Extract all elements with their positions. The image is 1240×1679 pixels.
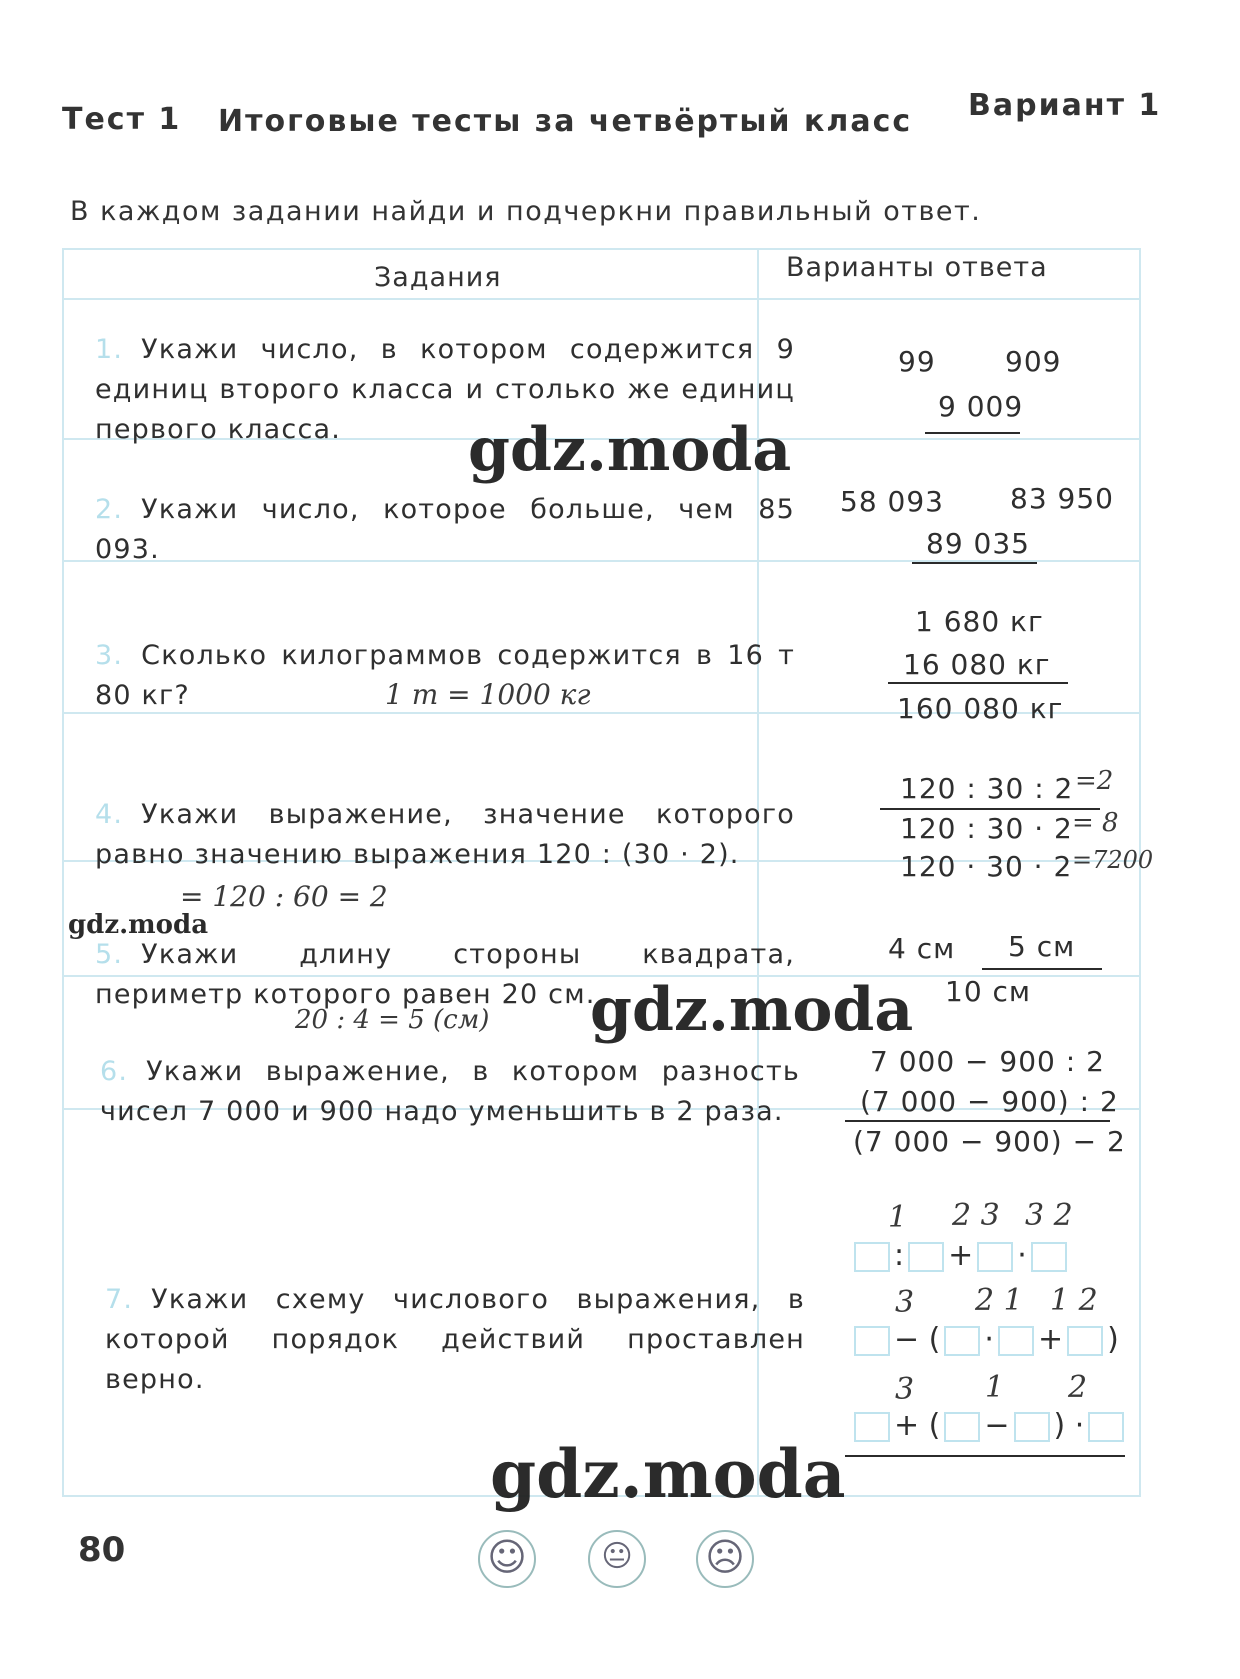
answer-underline: [912, 562, 1037, 564]
answer-option-underlined[interactable]: (7 000 − 900) : 2: [860, 1085, 1119, 1118]
order-number-corrected: 1 2: [1050, 1283, 1098, 1318]
operator: +: [948, 1238, 974, 1273]
handwritten-solution: = 120 : 60 = 2: [180, 880, 388, 913]
column-header-tasks: Задания: [374, 262, 502, 293]
test-label: Тест 1: [62, 102, 182, 137]
handwritten-solution: 20 : 4 = 5 (см): [295, 1005, 490, 1035]
number-box: [1031, 1242, 1067, 1272]
answer-underline: [925, 432, 1020, 434]
face-glyph: ☺: [487, 1535, 527, 1579]
operator: :: [894, 1238, 905, 1273]
answer-option[interactable]: 4 см: [888, 932, 956, 965]
expression-schema-2[interactable]: [850, 1322, 1119, 1357]
task-text: Сколько килограммов содержится в 16 т 80 кг?: [95, 640, 795, 711]
operator: ) ·: [1053, 1408, 1085, 1443]
task-text: Укажи число, которое больше, чем 85 093.: [95, 494, 795, 565]
answer-option[interactable]: 909: [1005, 345, 1062, 378]
operator: ·: [984, 1322, 994, 1357]
answer-underline: [880, 808, 1100, 810]
handwritten-note: =7200: [1072, 846, 1154, 874]
instruction: В каждом задании найди и подчеркни правильный ответ.: [70, 196, 982, 227]
task-number: 1.: [95, 334, 124, 365]
answer-option[interactable]: 1 680 кг: [915, 605, 1044, 638]
answer-option[interactable]: 120 · 30 · 2: [900, 850, 1073, 883]
smiley-neutral-icon[interactable]: [588, 1530, 646, 1588]
answer-option-underlined[interactable]: 9 009: [938, 390, 1024, 423]
smiley-happy-icon[interactable]: [478, 1530, 536, 1588]
answer-option[interactable]: 99: [898, 345, 936, 378]
task-number: 5.: [95, 939, 124, 970]
order-number: 2: [1068, 1370, 1088, 1405]
answer-option[interactable]: 58 093: [840, 485, 944, 518]
handwritten-note: =2: [1075, 766, 1114, 796]
number-box: [854, 1412, 890, 1442]
task-number: 4.: [95, 799, 124, 830]
task-4: [95, 795, 795, 875]
answer-underline: [845, 1455, 1125, 1457]
number-box: [854, 1242, 890, 1272]
answer-option[interactable]: (7 000 − 900) − 2: [853, 1125, 1126, 1158]
task-text: Укажи выражение, значение которого равно значению выражения 120 : (30 · 2).: [95, 799, 795, 870]
expression-schema-1[interactable]: [850, 1238, 1071, 1273]
answer-option[interactable]: 83 950: [1010, 482, 1114, 515]
answer-underline: [845, 1120, 1110, 1122]
operator: + (: [894, 1408, 941, 1443]
operator: − (: [894, 1322, 941, 1357]
answer-option-underlined[interactable]: 89 035: [926, 527, 1030, 560]
number-box: [1014, 1412, 1050, 1442]
number-box: [944, 1326, 980, 1356]
order-number: 1: [985, 1370, 1005, 1405]
operator: +: [1037, 1322, 1064, 1357]
number-box: [1067, 1326, 1103, 1356]
operator: ·: [1017, 1238, 1027, 1273]
smiley-sad-icon[interactable]: [696, 1530, 754, 1588]
task-2: [95, 490, 795, 570]
order-number-corrected: 2 3: [952, 1198, 1000, 1233]
order-number: 3: [895, 1285, 915, 1320]
page-title: Итоговые тесты за четвёртый класс: [218, 104, 913, 139]
number-box: [944, 1412, 980, 1442]
task-number: 7.: [105, 1284, 134, 1315]
task-text: Укажи выражение, в котором разность чисел 7 000 и 900 надо уменьшить в 2 раза.: [100, 1056, 800, 1127]
number-box: [854, 1326, 890, 1356]
watermark: gdz.moda: [590, 975, 914, 1045]
answer-underline: [888, 682, 1068, 684]
face-glyph: 😐: [601, 1539, 633, 1574]
task-text: Укажи число, в котором содержится 9 единиц второго класса и столько же единиц первого класса.: [95, 334, 795, 445]
number-box: [908, 1242, 944, 1272]
task-number: 2.: [95, 494, 124, 525]
watermark: gdz.moda: [68, 910, 209, 940]
page-number: 80: [78, 1530, 126, 1570]
watermark: gdz.moda: [490, 1435, 846, 1513]
task-text: Укажи длину стороны квадрата, периметр которого равен 20 см.: [95, 939, 795, 1010]
answer-option[interactable]: 10 см: [945, 975, 1032, 1008]
order-number: 3: [895, 1372, 915, 1407]
answer-option-underlined[interactable]: 16 080 кг: [903, 648, 1051, 681]
handwritten-note: = 8: [1072, 808, 1119, 838]
row-divider: [64, 298, 1139, 300]
task-7: [105, 1280, 805, 1400]
answer-option[interactable]: 160 080 кг: [897, 692, 1064, 725]
answer-option[interactable]: 7 000 − 900 : 2: [870, 1045, 1105, 1078]
answer-option[interactable]: 120 : 30 : 2: [900, 772, 1074, 805]
answer-option-underlined[interactable]: 5 см: [1008, 930, 1076, 963]
order-number-corrected: 2 1: [975, 1283, 1023, 1318]
variant-label: Вариант 1: [968, 88, 1162, 123]
answer-option[interactable]: 120 : 30 · 2: [900, 812, 1073, 845]
task-number: 6.: [100, 1056, 129, 1087]
answer-underline: [982, 968, 1102, 970]
number-box: [998, 1326, 1034, 1356]
column-header-answers: Варианты ответа: [786, 252, 1048, 283]
order-number: 1: [888, 1200, 908, 1235]
handwritten-note: 1 т = 1000 кг: [385, 678, 591, 711]
task-text: Укажи схему числового выражения, в которой порядок действий проставлен верно.: [105, 1284, 805, 1395]
expression-schema-3-underlined[interactable]: [850, 1408, 1128, 1443]
number-box: [977, 1242, 1013, 1272]
watermark: gdz.moda: [468, 415, 792, 485]
face-glyph: ☹: [705, 1535, 745, 1579]
task-6: [100, 1052, 800, 1132]
operator: ): [1107, 1322, 1119, 1357]
order-number-corrected: 3 2: [1025, 1198, 1073, 1233]
task-number: 3.: [95, 640, 124, 671]
number-box: [1088, 1412, 1124, 1442]
operator: −: [984, 1408, 1010, 1443]
